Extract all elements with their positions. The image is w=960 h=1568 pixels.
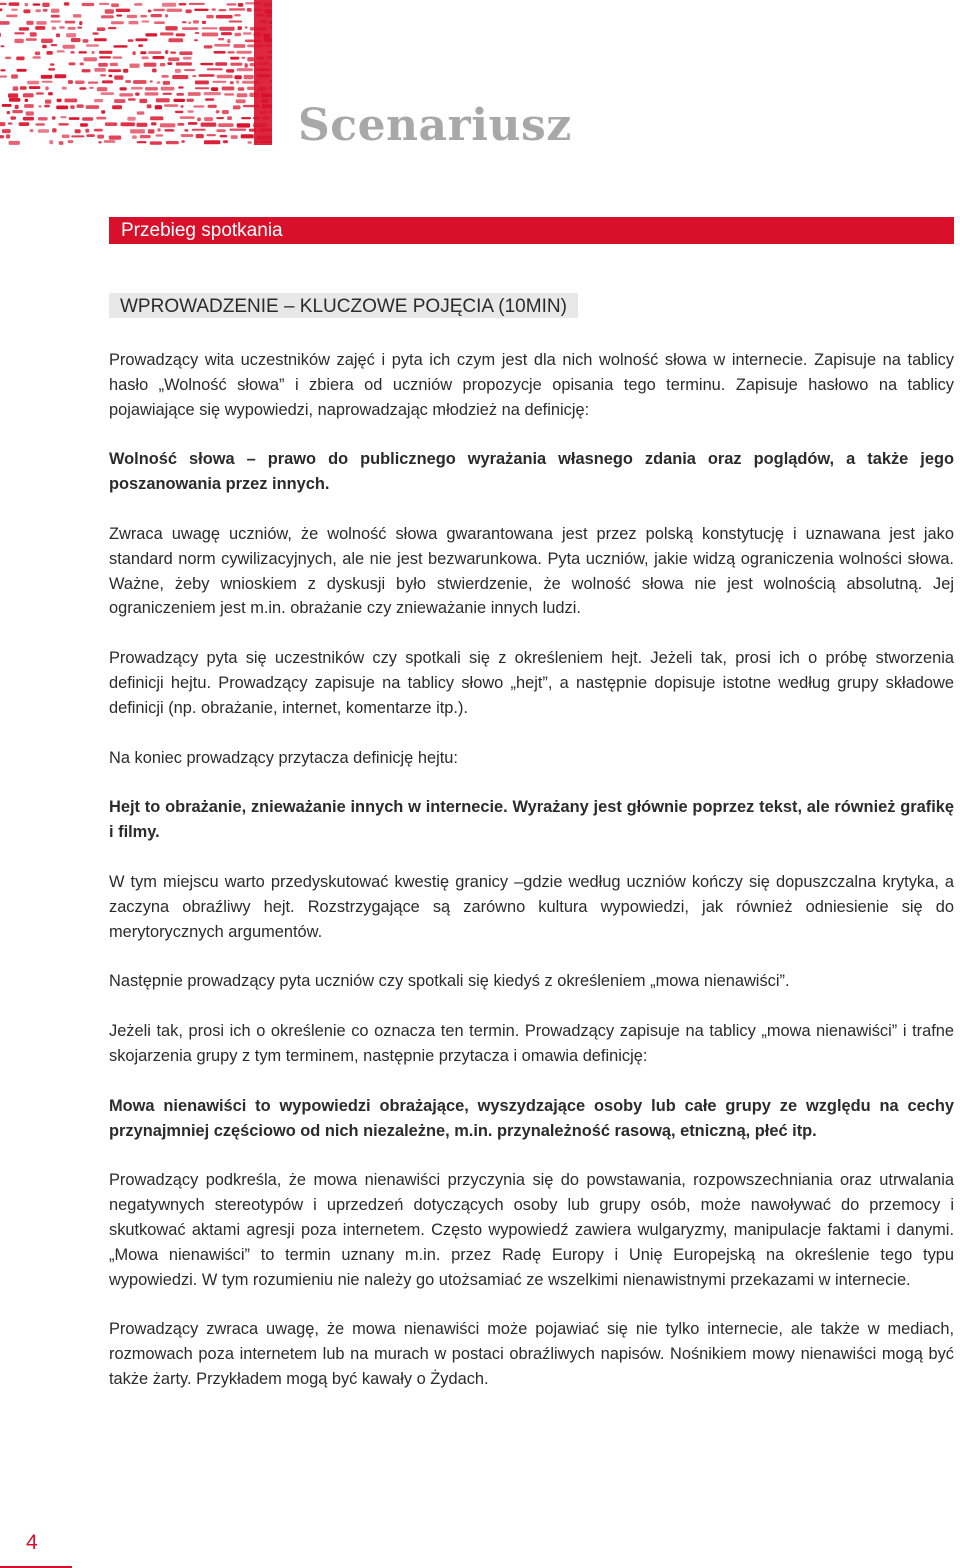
page-title: Scenariusz xyxy=(298,100,572,151)
paragraph-hejt-intro: Na koniec prowadzący przytacza definicję hejtu: xyxy=(109,748,458,767)
main-content xyxy=(109,348,954,1417)
paragraph-hejt-question: Prowadzący pyta się uczestników czy spotkali się z określeniem hejt. Jeżeli tak, prosi ich o próbę stworzenia definicji hejtu. Prowadzący zapisuje na tablicy słowo „hejt”, a następnie dopisuje istotne według grupy składowe definicji (np. obrażanie, internet, komentarze itp.). xyxy=(109,649,954,717)
paragraph-criticism: W tym miejscu warto przedyskutować kwestię granicy –gdzie według uczniów kończy się dopuszczalna krytyka, a zaczyna obraźliwy hejt. Rozstrzygające są zarówno kultura wypowiedzi, jak również odniesienie się do merytorycznych argumentów. xyxy=(109,872,954,941)
paragraph-intro: Prowadzący wita uczestników zajęć i pyta ich czym jest dla nich wolność słowa w internecie. Zapisuje na tablicy hasło „Wolność słowa” i zbiera od uczniów propozycje opisania tego terminu. Zapisuje hasłowo na tablicy pojawiające się wypowiedzi, naprowadzając młodzież na definicję: xyxy=(109,351,954,419)
red-halftone-pattern-icon xyxy=(0,0,272,145)
page-number: 4 xyxy=(26,1531,38,1554)
definition-hejt: Hejt to obrażanie, znieważanie innych w internecie. Wyrażany jest głównie poprzez tekst, ale również grafikę i filmy. xyxy=(109,798,954,842)
paragraph-constitution: Zwraca uwagę uczniów, że wolność słowa gwarantowana jest przez polską konstytucję i uznawana jest jako standard norm cywilizacyjnych, ale nie jest bezwarunkowa. Pyta uczniów, jakie widzą ograniczenia wolności słowa. Ważne, żeby wnioskiem z dyskusji było stwierdzenie, że wolność słowa nie jest wolnością absolutną. Jej ograniczeniem jest m.in. obrażanie czy znieważanie innych ludzi. xyxy=(109,524,954,618)
paragraph-media: Prowadzący zwraca uwagę, że mowa nienawiści może pojawiać się nie tylko internecie, ale także w mediach, rozmowach poza internetem lub na murach w postaci obraźliwych napisów. Nośnikiem mowy nienawiści mogą być także żarty. Przykładem mogą być kawały o Żydach. xyxy=(109,1320,954,1388)
definition-free-speech: Wolność słowa – prawo do publicznego wyrażania własnego zdania oraz poglądów, a także jego poszanowania przez innych. xyxy=(109,450,954,494)
subsection-header: WPROWADZENIE – KLUCZOWE POJĘCIA (10MIN) xyxy=(109,293,578,318)
paragraph-hate-speech-question: Następnie prowadzący pyta uczniów czy spotkali się kiedyś z określeniem „mowa nienawiści”. xyxy=(109,972,790,991)
definition-hate-speech: Mowa nienawiści to wypowiedzi obrażające, wyszydzające osoby lub całe grupy ze względu na cechy przynajmniej częściowo od nich niezależne, m.in. przynależność rasową, etniczną, płeć itp. xyxy=(109,1096,954,1140)
paragraph-hate-speech-term: Jeżeli tak, prosi ich o określenie co oznacza ten termin. Prowadzący zapisuje na tablicy „mowa nienawiści” i trafne skojarzenia grupy z tym terminem, następnie przytacza i omawia definicję: xyxy=(109,1022,954,1065)
paragraph-stereotypes: Prowadzący podkreśla, że mowa nienawiści przyczynia się do powstawania, rozpowszechniania oraz utrwalania negatywnych stereotypów i uprzedzeń dotyczących osoby lub grupy osób, może nawoływać do przemocy i skutkować aktami agresji poza internetem. Często wypowiedź zawiera wulgaryzmy, manipulacje faktami i danymi. „Mowa nienawiści” to termin uznany m.in. przez Radę Europy i Unię Europejską na określenie tego typu wypowiedzi. W tym rozumieniu nie należy go utożsamiać ze wszelkimi nienawistnymi przekazami w internecie. xyxy=(109,1171,954,1289)
section-header: Przebieg spotkania xyxy=(109,217,954,244)
